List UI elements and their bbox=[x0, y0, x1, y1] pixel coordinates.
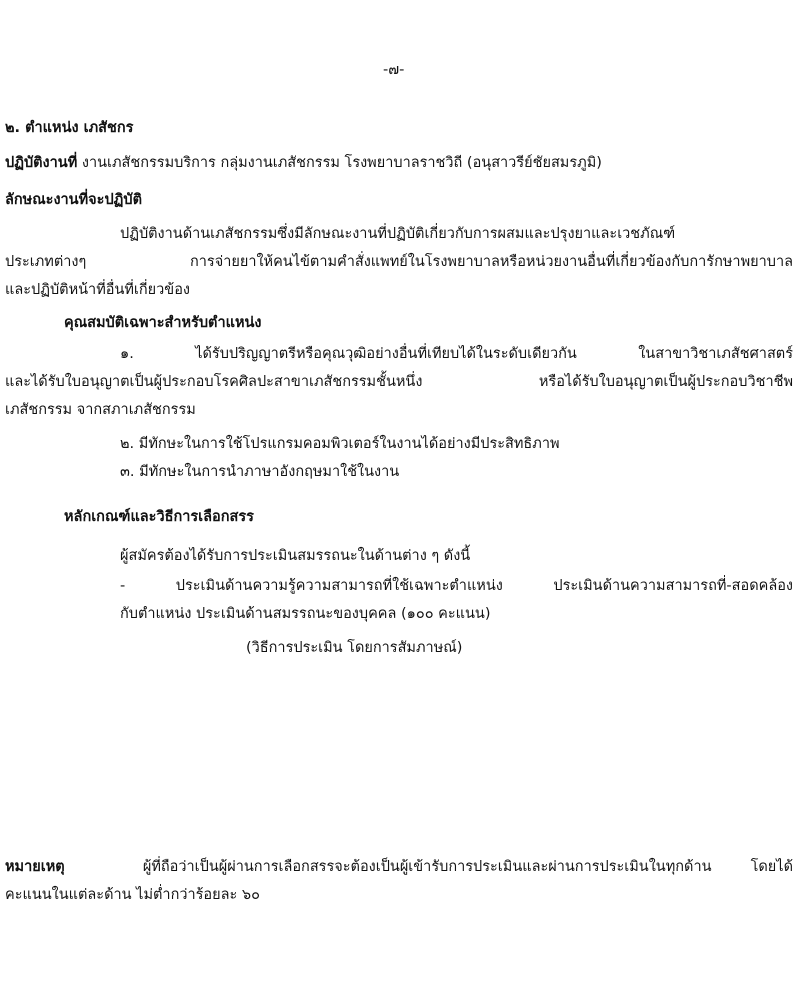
qualification-line: ๑. ได้รับปริญญาตรีหรือคุณวุฒิอย่างอื่นที่เทียบได้ในระดับเดียวกัน ในสาขาวิชาเภสัชศาสตร์ bbox=[120, 346, 793, 362]
selection-intro: ผู้สมัครต้องได้รับการประเมินสมรรถนะในด้านต่าง ๆ ดังนี้ bbox=[120, 548, 471, 564]
remark-paragraph bbox=[5, 853, 793, 909]
remark-text: ผู้ที่ถือว่าเป็นผู้ผ่านการเลือกสรรจะต้องเป็นผู้เข้ารับการประเมินและผ่านการประเมินในทุกด้าน โดยได้ bbox=[142, 859, 793, 875]
workplace-value: งานเภสัชกรรมบริการ กลุ่มงานเภสัชกรรม โรงพยาบาลราชวิถี (อนุสาวรีย์ชัยสมรภูมิ) bbox=[81, 155, 602, 171]
workplace-line bbox=[5, 153, 602, 173]
selection-criteria bbox=[120, 572, 793, 628]
page-number: -๗- bbox=[383, 62, 405, 78]
selection-criteria-line: - ประเมินด้านความรู้ความสามารถที่ใช้เฉพาะตำแหน่ง ประเมินด้านความสามารถที่-สอดคล้อง bbox=[120, 578, 793, 594]
job-nature-heading: ลักษณะงานที่จะปฏิบัติ bbox=[5, 192, 142, 208]
qualification-item-2: ๒. มีทักษะในการใช้โปรแกรมคอมพิวเตอร์ในงานได้อย่างมีประสิทธิภาพ bbox=[120, 436, 560, 452]
qualification-item-3: ๓. มีทักษะในการนำภาษาอังกฤษมาใช้ในงาน bbox=[120, 464, 400, 480]
qualification-line: และได้รับใบอนุญาตเป็นผู้ประกอบโรคศิลปะสาขาเภสัชกรรมชั้นหนึ่ง หรือได้รับใบอนุญาตเป็นผู้ประกอบวิชาชีพ bbox=[5, 374, 793, 390]
selection-method: (วิธีการประเมิน โดยการสัมภาษณ์) bbox=[246, 640, 463, 656]
qualification-item-1 bbox=[5, 340, 793, 424]
selection-criteria-line: กับตำแหน่ง ประเมินด้านสมรรถนะของบุคคล (๑๐๐ คะแนน) bbox=[120, 606, 491, 622]
remark-line: คะแนนในแต่ละด้าน ไม่ต่ำกว่าร้อยละ ๖๐ bbox=[5, 887, 260, 903]
job-nature-line: ปฏิบัติงานด้านเภสัชกรรมซึ่งมีลักษณะงานที่ปฏิบัติเกี่ยวกับการผสมและปรุงยาและเวชภัณฑ์ bbox=[120, 226, 676, 242]
job-nature-line: และปฏิบัติหน้าที่อื่นที่เกี่ยวข้อง bbox=[5, 282, 191, 298]
job-nature-paragraph bbox=[5, 220, 793, 304]
remark-line bbox=[5, 853, 793, 881]
workplace-label: ปฏิบัติงานที่ bbox=[5, 155, 78, 171]
remark-label: หมายเหตุ bbox=[5, 859, 65, 875]
selection-heading: หลักเกณฑ์และวิธีการเลือกสรร bbox=[64, 509, 254, 525]
qualifications-heading: คุณสมบัติเฉพาะสำหรับตำแหน่ง bbox=[64, 315, 262, 331]
qualification-line: เภสัชกรรม จากสภาเภสัชกรรม bbox=[5, 402, 196, 418]
job-nature-line: ประเภทต่างๆ การจ่ายยาให้คนไข้ตามคำสั่งแพทย์ในโรงพยาบาลหรือหน่วยงานอื่นที่เกี่ยวข้องกับการักษาพยาบาล bbox=[5, 254, 793, 270]
section-title: ๒. ตำแหน่ง เภสัชกร bbox=[5, 120, 134, 136]
